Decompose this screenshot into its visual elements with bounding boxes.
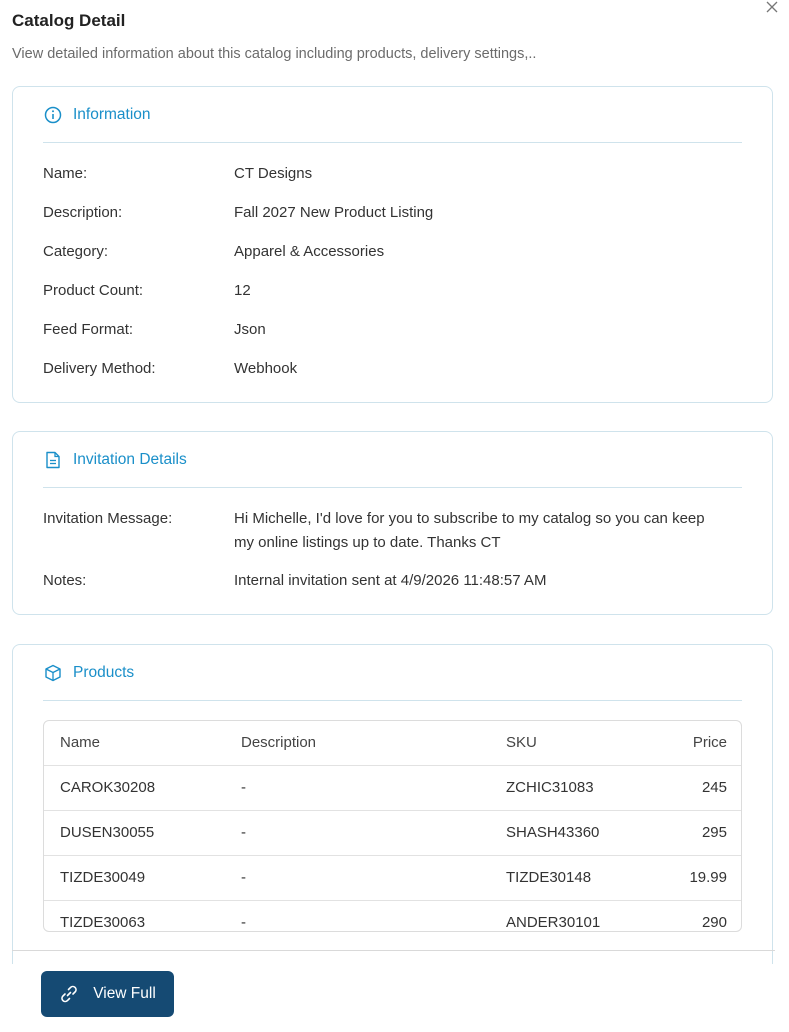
table-row[interactable] bbox=[44, 856, 741, 901]
column-header-price[interactable]: Price bbox=[692, 734, 727, 751]
footer-divider bbox=[12, 950, 775, 951]
cell-name: CAROK30208 bbox=[60, 779, 156, 796]
info-value: Json bbox=[234, 321, 266, 338]
box-icon bbox=[43, 663, 63, 683]
products-table[interactable] bbox=[43, 720, 742, 932]
products-heading: Products bbox=[73, 663, 135, 681]
invitation-notes-value: Internal invitation sent at 4/9/2026 11:48:57 AM bbox=[234, 572, 547, 589]
info-label: Product Count: bbox=[43, 282, 144, 299]
cell-description: - bbox=[241, 779, 246, 796]
table-row[interactable] bbox=[44, 901, 741, 932]
column-header-sku[interactable]: SKU bbox=[506, 734, 537, 751]
cell-sku: ANDER30101 bbox=[506, 914, 601, 931]
column-header-name[interactable]: Name bbox=[60, 734, 101, 751]
info-circle-icon bbox=[43, 105, 63, 125]
close-icon[interactable] bbox=[763, 0, 781, 18]
cell-sku: TIZDE30148 bbox=[506, 869, 592, 886]
table-row[interactable] bbox=[44, 766, 741, 811]
invitation-message-line: Hi Michelle, I'd love for you to subscribe to my catalog so you can keep bbox=[234, 510, 705, 527]
cell-name: TIZDE30049 bbox=[60, 869, 146, 886]
invitation-message-line: my online listings up to date. Thanks CT bbox=[234, 534, 501, 551]
cell-description: - bbox=[241, 914, 246, 931]
invitation-card bbox=[12, 431, 773, 615]
products-header bbox=[43, 645, 742, 701]
products-card bbox=[12, 644, 773, 964]
info-value: Fall 2027 New Product Listing bbox=[234, 204, 434, 221]
cell-sku: ZCHIC31083 bbox=[506, 779, 594, 796]
cell-name: TIZDE30063 bbox=[60, 914, 146, 931]
cell-description: - bbox=[241, 869, 246, 886]
cell-description: - bbox=[241, 824, 246, 841]
info-value: CT Designs bbox=[234, 165, 313, 182]
view-full-label: View Full bbox=[93, 985, 156, 1002]
info-value: Apparel & Accessories bbox=[234, 243, 385, 260]
cell-price: 290 bbox=[701, 914, 727, 931]
cell-name: DUSEN30055 bbox=[60, 824, 155, 841]
info-label: Feed Format: bbox=[43, 321, 134, 338]
information-card bbox=[12, 86, 773, 403]
cell-price: 295 bbox=[701, 824, 727, 841]
invitation-notes-label: Notes: bbox=[43, 572, 87, 589]
table-header-row bbox=[44, 721, 741, 766]
dialog-title: Catalog Detail bbox=[12, 11, 126, 30]
dialog-subtitle: View detailed information about this catalog including products, delivery settings,.. bbox=[12, 46, 537, 62]
info-label: Category: bbox=[43, 243, 109, 260]
invitation-message-label: Invitation Message: bbox=[43, 510, 173, 527]
info-value: Webhook bbox=[234, 360, 298, 377]
info-label: Delivery Method: bbox=[43, 360, 156, 377]
link-icon bbox=[59, 984, 79, 1004]
cell-price: 245 bbox=[701, 779, 727, 796]
info-label: Name: bbox=[43, 165, 88, 182]
information-heading: Information bbox=[73, 105, 151, 123]
view-full-button[interactable] bbox=[41, 971, 174, 1017]
cell-sku: SHASH43360 bbox=[506, 824, 600, 841]
invitation-message-value bbox=[234, 507, 742, 555]
info-value: 12 bbox=[234, 282, 251, 299]
invitation-header bbox=[43, 432, 742, 488]
table-row[interactable] bbox=[44, 811, 741, 856]
column-header-description[interactable]: Description bbox=[241, 734, 317, 751]
document-icon bbox=[43, 450, 63, 470]
invitation-heading: Invitation Details bbox=[73, 450, 187, 468]
information-header bbox=[43, 87, 742, 143]
info-label: Description: bbox=[43, 204, 123, 221]
cell-price: 19.99 bbox=[689, 869, 727, 886]
